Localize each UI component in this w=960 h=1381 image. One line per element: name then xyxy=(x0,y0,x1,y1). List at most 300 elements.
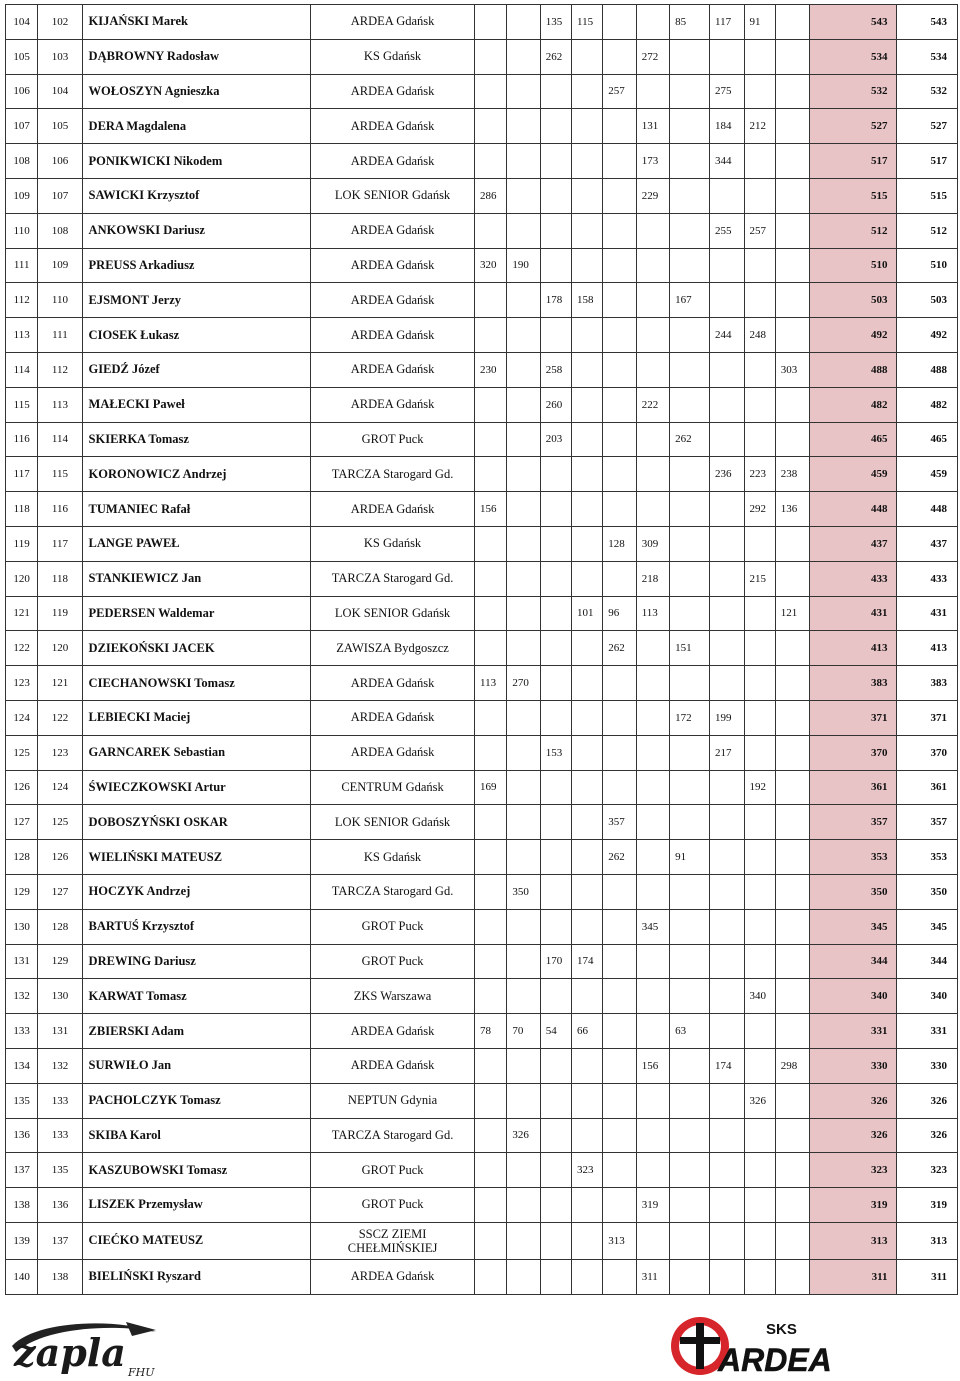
place-cell: 115 xyxy=(6,387,38,422)
round-score-cell xyxy=(670,909,710,944)
round-score-cell xyxy=(474,561,506,596)
round-score-cell xyxy=(603,422,636,457)
round-score-cell xyxy=(744,805,775,840)
place-cell: 130 xyxy=(6,909,38,944)
competitor-name-cell: CIEĆKO MATEUSZ xyxy=(82,1222,311,1259)
round-score-cell xyxy=(603,735,636,770)
start-number-cell: 106 xyxy=(38,144,82,179)
round-score-cell xyxy=(540,1222,571,1259)
round-score-cell: 101 xyxy=(572,596,603,631)
club-cell: GROT Puck xyxy=(311,1153,475,1188)
table-row xyxy=(6,178,958,213)
round-score-cell xyxy=(603,561,636,596)
start-number-cell: 113 xyxy=(38,387,82,422)
round-score-cell xyxy=(710,1222,745,1259)
round-score-cell xyxy=(572,422,603,457)
round-score-cell xyxy=(540,457,571,492)
round-score-cell xyxy=(572,909,603,944)
place-cell: 107 xyxy=(6,109,38,144)
place-cell: 131 xyxy=(6,944,38,979)
round-score-cell xyxy=(507,318,540,353)
final-score-cell: 512 xyxy=(896,213,957,248)
round-score-cell xyxy=(636,944,669,979)
round-score-cell xyxy=(744,144,775,179)
round-score-cell xyxy=(474,213,506,248)
round-score-cell xyxy=(572,561,603,596)
round-score-cell xyxy=(744,248,775,283)
round-score-cell xyxy=(775,1083,810,1118)
round-score-cell xyxy=(636,770,669,805)
round-score-cell xyxy=(540,770,571,805)
round-score-cell xyxy=(540,840,571,875)
club-cell: LOK SENIOR Gdańsk xyxy=(311,805,475,840)
round-score-cell xyxy=(775,666,810,701)
round-score-cell: 218 xyxy=(636,561,669,596)
total-score-cell: 459 xyxy=(810,457,896,492)
round-score-cell xyxy=(710,561,745,596)
zapla-logo xyxy=(6,1316,166,1378)
results-rows xyxy=(6,5,958,1295)
round-score-cell xyxy=(636,1153,669,1188)
round-score-cell xyxy=(775,39,810,74)
round-score-cell xyxy=(636,352,669,387)
round-score-cell xyxy=(572,700,603,735)
place-cell: 121 xyxy=(6,596,38,631)
round-score-cell xyxy=(775,1014,810,1049)
round-score-cell xyxy=(474,874,506,909)
round-score-cell: 113 xyxy=(474,666,506,701)
round-score-cell xyxy=(636,248,669,283)
place-cell: 105 xyxy=(6,39,38,74)
round-score-cell xyxy=(710,840,745,875)
round-score-cell xyxy=(636,1083,669,1118)
table-row xyxy=(6,5,958,40)
round-score-cell xyxy=(474,1153,506,1188)
round-score-cell xyxy=(507,770,540,805)
round-score-cell xyxy=(710,979,745,1014)
round-score-cell: 153 xyxy=(540,735,571,770)
round-score-cell xyxy=(744,1259,775,1294)
round-score-cell xyxy=(636,5,669,40)
round-score-cell xyxy=(507,352,540,387)
round-score-cell xyxy=(710,283,745,318)
round-score-cell xyxy=(540,1048,571,1083)
round-score-cell xyxy=(540,1259,571,1294)
round-score-cell: 115 xyxy=(572,5,603,40)
place-cell: 132 xyxy=(6,979,38,1014)
round-score-cell xyxy=(710,248,745,283)
round-score-cell: 174 xyxy=(710,1048,745,1083)
competitor-name-cell: KORONOWICZ Andrzej xyxy=(82,457,311,492)
round-score-cell xyxy=(507,909,540,944)
competitor-name-cell: GARNCAREK Sebastian xyxy=(82,735,311,770)
round-score-cell: 91 xyxy=(744,5,775,40)
round-score-cell xyxy=(670,1222,710,1259)
table-row xyxy=(6,735,958,770)
place-cell: 138 xyxy=(6,1188,38,1223)
final-score-cell: 326 xyxy=(896,1118,957,1153)
round-score-cell: 151 xyxy=(670,631,710,666)
club-cell: ARDEA Gdańsk xyxy=(311,352,475,387)
round-score-cell xyxy=(775,283,810,318)
table-row xyxy=(6,874,958,909)
start-number-cell: 103 xyxy=(38,39,82,74)
round-score-cell xyxy=(507,178,540,213)
competitor-name-cell: ŚWIECZKOWSKI Artur xyxy=(82,770,311,805)
round-score-cell xyxy=(474,1259,506,1294)
start-number-cell: 128 xyxy=(38,909,82,944)
round-score-cell xyxy=(507,840,540,875)
round-score-cell xyxy=(507,39,540,74)
start-number-cell: 130 xyxy=(38,979,82,1014)
ardea-name-text: ARDEA xyxy=(718,1342,832,1378)
round-score-cell xyxy=(507,422,540,457)
round-score-cell xyxy=(775,74,810,109)
final-score-cell: 517 xyxy=(896,144,957,179)
round-score-cell: 326 xyxy=(744,1083,775,1118)
round-score-cell xyxy=(775,318,810,353)
table-row xyxy=(6,770,958,805)
round-score-cell: 178 xyxy=(540,283,571,318)
round-score-cell xyxy=(744,1048,775,1083)
total-score-cell: 313 xyxy=(810,1222,896,1259)
round-score-cell xyxy=(572,492,603,527)
round-score-cell xyxy=(775,5,810,40)
competitor-name-cell: BIELIŃSKI Ryszard xyxy=(82,1259,311,1294)
place-cell: 123 xyxy=(6,666,38,701)
total-score-cell: 482 xyxy=(810,387,896,422)
round-score-cell xyxy=(670,74,710,109)
total-score-cell: 350 xyxy=(810,874,896,909)
final-score-cell: 413 xyxy=(896,631,957,666)
round-score-cell xyxy=(670,109,710,144)
round-score-cell xyxy=(572,318,603,353)
round-score-cell xyxy=(636,735,669,770)
final-score-cell: 345 xyxy=(896,909,957,944)
competitor-name-cell: DOBOSZYŃSKI OSKAR xyxy=(82,805,311,840)
start-number-cell: 114 xyxy=(38,422,82,457)
round-score-cell xyxy=(636,979,669,1014)
round-score-cell xyxy=(572,1222,603,1259)
round-score-cell xyxy=(507,735,540,770)
total-score-cell: 413 xyxy=(810,631,896,666)
round-score-cell xyxy=(670,178,710,213)
round-score-cell xyxy=(744,631,775,666)
round-score-cell xyxy=(710,666,745,701)
round-score-cell: 212 xyxy=(744,109,775,144)
round-score-cell xyxy=(636,805,669,840)
round-score-cell: 222 xyxy=(636,387,669,422)
round-score-cell: 313 xyxy=(603,1222,636,1259)
club-cell: ARDEA Gdańsk xyxy=(311,1259,475,1294)
round-score-cell xyxy=(636,422,669,457)
final-score-cell: 330 xyxy=(896,1048,957,1083)
competitor-name-cell: DREWING Dariusz xyxy=(82,944,311,979)
place-cell: 109 xyxy=(6,178,38,213)
final-score-cell: 357 xyxy=(896,805,957,840)
final-score-cell: 319 xyxy=(896,1188,957,1223)
round-score-cell xyxy=(744,387,775,422)
place-cell: 112 xyxy=(6,283,38,318)
round-score-cell xyxy=(775,561,810,596)
start-number-cell: 131 xyxy=(38,1014,82,1049)
round-score-cell xyxy=(710,39,745,74)
total-score-cell: 311 xyxy=(810,1259,896,1294)
round-score-cell: 344 xyxy=(710,144,745,179)
round-score-cell: 184 xyxy=(710,109,745,144)
round-score-cell xyxy=(775,700,810,735)
round-score-cell xyxy=(670,352,710,387)
total-score-cell: 319 xyxy=(810,1188,896,1223)
club-cell: ARDEA Gdańsk xyxy=(311,318,475,353)
total-score-cell: 510 xyxy=(810,248,896,283)
round-score-cell xyxy=(636,457,669,492)
round-score-cell xyxy=(507,1188,540,1223)
round-score-cell xyxy=(507,944,540,979)
total-score-cell: 465 xyxy=(810,422,896,457)
round-score-cell xyxy=(775,1153,810,1188)
round-score-cell xyxy=(507,387,540,422)
round-score-cell xyxy=(636,631,669,666)
round-score-cell: 78 xyxy=(474,1014,506,1049)
round-score-cell xyxy=(670,492,710,527)
final-score-cell: 433 xyxy=(896,561,957,596)
round-score-cell xyxy=(572,213,603,248)
club-cell: CENTRUM Gdańsk xyxy=(311,770,475,805)
round-score-cell xyxy=(775,109,810,144)
round-score-cell xyxy=(710,422,745,457)
round-score-cell xyxy=(507,283,540,318)
round-score-cell xyxy=(572,109,603,144)
round-score-cell: 326 xyxy=(507,1118,540,1153)
competitor-name-cell: SKIERKA Tomasz xyxy=(82,422,311,457)
round-score-cell xyxy=(540,1188,571,1223)
club-cell: ARDEA Gdańsk xyxy=(311,700,475,735)
round-score-cell: 270 xyxy=(507,666,540,701)
round-score-cell xyxy=(710,770,745,805)
place-cell: 113 xyxy=(6,318,38,353)
table-row xyxy=(6,909,958,944)
total-score-cell: 431 xyxy=(810,596,896,631)
place-cell: 125 xyxy=(6,735,38,770)
final-score-cell: 323 xyxy=(896,1153,957,1188)
total-score-cell: 357 xyxy=(810,805,896,840)
round-score-cell xyxy=(507,109,540,144)
round-score-cell xyxy=(572,805,603,840)
round-score-cell xyxy=(603,178,636,213)
table-row xyxy=(6,944,958,979)
total-score-cell: 448 xyxy=(810,492,896,527)
total-score-cell: 353 xyxy=(810,840,896,875)
round-score-cell xyxy=(507,1259,540,1294)
round-score-cell xyxy=(775,1118,810,1153)
round-score-cell xyxy=(540,109,571,144)
round-score-cell xyxy=(572,526,603,561)
total-score-cell: 433 xyxy=(810,561,896,596)
round-score-cell xyxy=(603,457,636,492)
round-score-cell: 217 xyxy=(710,735,745,770)
ardea-sks-text: SKS xyxy=(766,1321,797,1338)
total-score-cell: 340 xyxy=(810,979,896,1014)
round-score-cell xyxy=(603,213,636,248)
round-score-cell xyxy=(775,387,810,422)
total-score-cell: 527 xyxy=(810,109,896,144)
club-cell: ARDEA Gdańsk xyxy=(311,1048,475,1083)
start-number-cell: 105 xyxy=(38,109,82,144)
round-score-cell xyxy=(540,178,571,213)
round-score-cell xyxy=(636,666,669,701)
competitor-name-cell: SKIBA Karol xyxy=(82,1118,311,1153)
round-score-cell xyxy=(507,979,540,1014)
round-score-cell xyxy=(710,387,745,422)
round-score-cell: 91 xyxy=(670,840,710,875)
round-score-cell xyxy=(670,39,710,74)
round-score-cell xyxy=(572,248,603,283)
round-score-cell xyxy=(775,1259,810,1294)
place-cell: 124 xyxy=(6,700,38,735)
round-score-cell xyxy=(670,1083,710,1118)
final-score-cell: 543 xyxy=(896,5,957,40)
round-score-cell xyxy=(744,178,775,213)
round-score-cell xyxy=(540,561,571,596)
final-score-cell: 361 xyxy=(896,770,957,805)
round-score-cell xyxy=(474,1118,506,1153)
round-score-cell xyxy=(710,352,745,387)
total-score-cell: 437 xyxy=(810,526,896,561)
round-score-cell xyxy=(710,526,745,561)
final-score-cell: 313 xyxy=(896,1222,957,1259)
total-score-cell: 517 xyxy=(810,144,896,179)
final-score-cell: 431 xyxy=(896,596,957,631)
round-score-cell xyxy=(603,666,636,701)
round-score-cell xyxy=(603,1118,636,1153)
round-score-cell: 257 xyxy=(744,213,775,248)
table-row xyxy=(6,1048,958,1083)
table-row xyxy=(6,1153,958,1188)
round-score-cell: 70 xyxy=(507,1014,540,1049)
round-score-cell xyxy=(572,1048,603,1083)
table-row xyxy=(6,1083,958,1118)
club-cell: SSCZ ZIEMI CHEŁMIŃSKIEJ xyxy=(311,1222,475,1259)
round-score-cell xyxy=(507,213,540,248)
round-score-cell xyxy=(474,422,506,457)
round-score-cell xyxy=(670,1048,710,1083)
place-cell: 111 xyxy=(6,248,38,283)
total-score-cell: 370 xyxy=(810,735,896,770)
round-score-cell xyxy=(474,631,506,666)
club-cell: TARCZA Starogard Gd. xyxy=(311,457,475,492)
round-score-cell xyxy=(670,735,710,770)
table-row xyxy=(6,213,958,248)
total-score-cell: 512 xyxy=(810,213,896,248)
round-score-cell xyxy=(474,318,506,353)
round-score-cell xyxy=(775,526,810,561)
start-number-cell: 133 xyxy=(38,1118,82,1153)
round-score-cell xyxy=(603,874,636,909)
round-score-cell xyxy=(670,387,710,422)
round-score-cell: 223 xyxy=(744,457,775,492)
club-cell: ARDEA Gdańsk xyxy=(311,248,475,283)
round-score-cell xyxy=(540,1118,571,1153)
table-row xyxy=(6,39,958,74)
club-cell: GROT Puck xyxy=(311,1188,475,1223)
round-score-cell xyxy=(540,805,571,840)
round-score-cell xyxy=(670,979,710,1014)
round-score-cell: 85 xyxy=(670,5,710,40)
round-score-cell xyxy=(603,909,636,944)
final-score-cell: 503 xyxy=(896,283,957,318)
round-score-cell xyxy=(540,248,571,283)
round-score-cell xyxy=(744,874,775,909)
start-number-cell: 108 xyxy=(38,213,82,248)
round-score-cell xyxy=(474,840,506,875)
total-score-cell: 323 xyxy=(810,1153,896,1188)
round-score-cell xyxy=(540,318,571,353)
round-score-cell: 238 xyxy=(775,457,810,492)
club-cell: KS Gdańsk xyxy=(311,526,475,561)
round-score-cell xyxy=(603,1083,636,1118)
round-score-cell: 172 xyxy=(670,700,710,735)
round-score-cell xyxy=(474,39,506,74)
round-score-cell: 292 xyxy=(744,492,775,527)
round-score-cell xyxy=(636,700,669,735)
competitor-name-cell: EJSMONT Jerzy xyxy=(82,283,311,318)
round-score-cell xyxy=(540,526,571,561)
start-number-cell: 121 xyxy=(38,666,82,701)
start-number-cell: 117 xyxy=(38,526,82,561)
total-score-cell: 330 xyxy=(810,1048,896,1083)
round-score-cell xyxy=(710,492,745,527)
final-score-cell: 331 xyxy=(896,1014,957,1049)
round-score-cell xyxy=(603,1048,636,1083)
total-score-cell: 331 xyxy=(810,1014,896,1049)
round-score-cell xyxy=(540,666,571,701)
club-cell: ZKS Warszawa xyxy=(311,979,475,1014)
place-cell: 128 xyxy=(6,840,38,875)
round-score-cell xyxy=(670,144,710,179)
round-score-cell xyxy=(474,109,506,144)
round-score-cell xyxy=(670,213,710,248)
round-score-cell xyxy=(670,318,710,353)
table-row xyxy=(6,387,958,422)
total-score-cell: 344 xyxy=(810,944,896,979)
competitor-name-cell: CIOSEK Łukasz xyxy=(82,318,311,353)
round-score-cell xyxy=(507,144,540,179)
round-score-cell: 350 xyxy=(507,874,540,909)
place-cell: 126 xyxy=(6,770,38,805)
round-score-cell xyxy=(710,1153,745,1188)
round-score-cell xyxy=(507,74,540,109)
total-score-cell: 488 xyxy=(810,352,896,387)
round-score-cell xyxy=(474,944,506,979)
round-score-cell xyxy=(670,1259,710,1294)
round-score-cell xyxy=(775,144,810,179)
round-score-cell: 262 xyxy=(603,631,636,666)
round-score-cell xyxy=(710,1259,745,1294)
zapla-arrow xyxy=(126,1322,156,1336)
table-row xyxy=(6,1259,958,1294)
round-score-cell xyxy=(572,666,603,701)
competitor-name-cell: PEDERSEN Waldemar xyxy=(82,596,311,631)
round-score-cell xyxy=(775,1188,810,1223)
round-score-cell: 230 xyxy=(474,352,506,387)
round-score-cell xyxy=(636,213,669,248)
place-cell: 122 xyxy=(6,631,38,666)
place-cell: 127 xyxy=(6,805,38,840)
table-row xyxy=(6,1014,958,1049)
round-score-cell: 248 xyxy=(744,318,775,353)
round-score-cell xyxy=(744,422,775,457)
